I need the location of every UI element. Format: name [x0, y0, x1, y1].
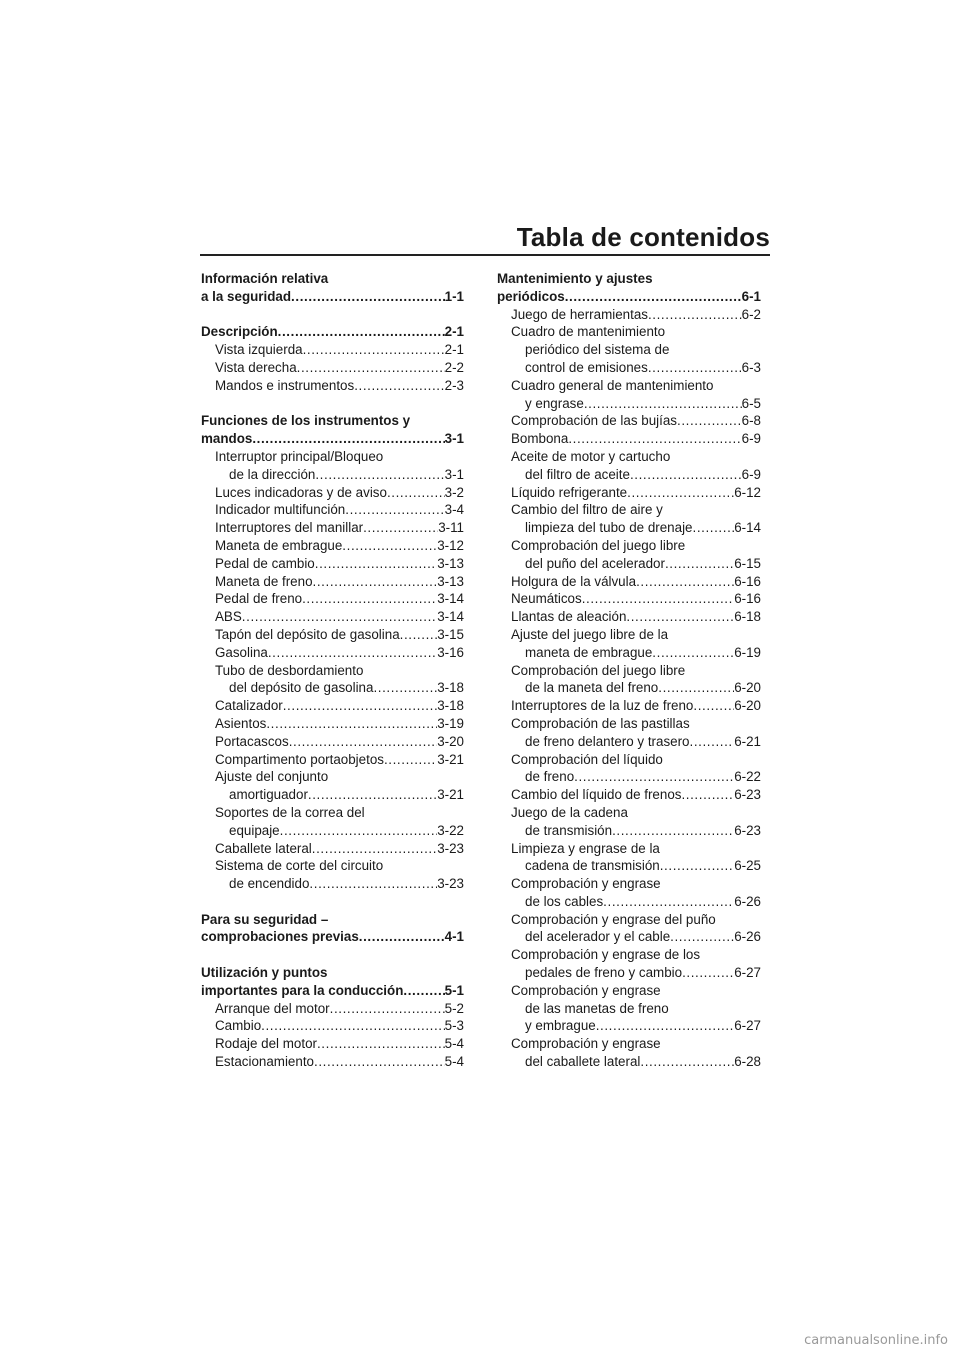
- toc-page-number: 3-18: [437, 680, 464, 696]
- toc-page-number: 6-18: [734, 609, 761, 625]
- toc-entry[interactable]: [497, 786, 761, 804]
- toc-entry: [497, 875, 761, 893]
- toc-entry-title: Asientos: [215, 715, 267, 731]
- toc-entry-title: Tapón del depósito de gasolina: [215, 626, 400, 642]
- toc-entry-title: Llantas de aleación: [511, 609, 627, 625]
- dot-leader: [345, 501, 444, 519]
- toc-entry: [201, 857, 464, 875]
- toc-entry[interactable]: [201, 484, 464, 502]
- toc-entry-title: Maneta de embrague: [215, 537, 343, 553]
- toc-page-number: 6-3: [741, 359, 761, 375]
- toc-entry-title: Comprobación del juego libre: [511, 537, 686, 553]
- toc-entry: [497, 911, 761, 929]
- toc-spacer: [201, 893, 464, 911]
- toc-entry[interactable]: [201, 715, 464, 733]
- toc-entry-title: Mandos e instrumentos: [215, 377, 355, 393]
- toc-entry[interactable]: [201, 697, 464, 715]
- toc-entry-title: Limpieza y engrase de la: [511, 840, 660, 856]
- dot-leader: [317, 1035, 445, 1053]
- dot-leader: [291, 288, 445, 306]
- toc-entry-title: Aceite de motor y cartucho: [511, 448, 671, 464]
- toc-entry[interactable]: [497, 573, 761, 591]
- toc-page-number: 3-23: [437, 840, 464, 856]
- toc-entry-title: Comprobación y engrase del puño: [511, 911, 716, 927]
- toc-entry-title: Vista izquierda: [215, 342, 303, 358]
- dot-leader: [670, 928, 734, 946]
- toc-page-number: 3-1: [444, 466, 464, 482]
- watermark: carmanualsonline.info: [804, 1333, 948, 1348]
- toc-spacer: [201, 306, 464, 324]
- toc-entry-title: Rodaje del motor: [215, 1036, 317, 1052]
- toc-entry: [497, 537, 761, 555]
- toc-entry-title: Neumáticos: [511, 591, 582, 607]
- toc-entry-title: Soportes de la correa del: [215, 804, 365, 820]
- toc-page-number: 6-22: [734, 769, 761, 785]
- dot-leader: [308, 786, 437, 804]
- toc-entry[interactable]: [201, 573, 464, 591]
- toc-entry[interactable]: [201, 537, 464, 555]
- toc-page-number: 3-23: [437, 876, 464, 892]
- dot-leader: [584, 395, 742, 413]
- toc-entry-title: Interruptores del manillar: [215, 520, 364, 536]
- toc-section-entry: [497, 270, 761, 288]
- dot-leader: [677, 412, 742, 430]
- toc-entry-title: ABS: [215, 609, 242, 625]
- toc-page-number: 3-21: [437, 787, 464, 803]
- toc-column-right: [497, 270, 761, 1071]
- toc-page-number: 6-28: [734, 1054, 761, 1070]
- dot-leader: [384, 751, 437, 769]
- dot-leader: [693, 697, 734, 715]
- toc-entry[interactable]: [497, 679, 761, 697]
- dot-leader: [289, 733, 438, 751]
- toc-entry: [497, 501, 761, 519]
- dot-leader: [303, 341, 445, 359]
- dot-leader: [582, 590, 734, 608]
- toc-entry-title: importantes para la conducción: [201, 982, 404, 998]
- toc-entry: [497, 946, 761, 964]
- toc-entry: [497, 804, 761, 822]
- toc-entry[interactable]: [201, 555, 464, 573]
- toc-entry-title: cadena de transmisión: [525, 858, 660, 874]
- dot-leader: [630, 466, 742, 484]
- toc-entry-title: Vista derecha: [215, 359, 297, 375]
- dot-leader: [652, 644, 734, 662]
- toc-entry: [497, 751, 761, 769]
- toc-entry[interactable]: [497, 697, 761, 715]
- dot-leader: [596, 1017, 734, 1035]
- toc-section-entry[interactable]: [201, 928, 464, 946]
- toc-page-number: 3-22: [437, 822, 464, 838]
- toc-entry[interactable]: [497, 395, 761, 413]
- toc-page-number: 6-20: [734, 698, 761, 714]
- toc-entry-title: limpieza del tubo de drenaje: [525, 520, 693, 536]
- toc-entry-title: amortiguador: [229, 787, 308, 803]
- toc-entry: [201, 804, 464, 822]
- toc-page-number: 3-18: [437, 698, 464, 714]
- toc-entry[interactable]: [201, 1035, 464, 1053]
- toc-page-number: 6-5: [741, 395, 761, 411]
- toc-entry-title: comprobaciones previas: [201, 929, 359, 945]
- toc-entry-title: Maneta de freno: [215, 573, 313, 589]
- toc-entry-title: de freno: [525, 769, 575, 785]
- toc-page-number: 6-14: [734, 520, 761, 536]
- toc-entry-title: mandos: [201, 431, 253, 447]
- toc-entry-title: periódicos: [497, 288, 565, 304]
- toc-page-number: 3-14: [437, 591, 464, 607]
- toc-entry-title: Ajuste del juego libre de la: [511, 626, 669, 642]
- dot-leader: [313, 573, 438, 591]
- toc-entry: [497, 715, 761, 733]
- dot-leader: [252, 430, 444, 448]
- toc-page-number: 6-2: [741, 306, 761, 322]
- toc-page-number: 6-25: [734, 858, 761, 874]
- toc-entry[interactable]: [201, 875, 464, 893]
- toc-entry[interactable]: [497, 430, 761, 448]
- toc-page-number: 6-26: [734, 893, 761, 909]
- toc-page-number: 6-15: [734, 555, 761, 571]
- toc-section-entry: [201, 412, 464, 430]
- toc-entry-title: del acelerador y el cable: [525, 929, 671, 945]
- toc-entry-title: Caballete lateral: [215, 840, 312, 856]
- dot-leader: [690, 733, 735, 751]
- toc-page-number: 6-9: [741, 466, 761, 482]
- toc-page-number: 4-1: [444, 929, 464, 945]
- toc-page-number: 3-19: [437, 715, 464, 731]
- toc-page-number: 3-13: [437, 555, 464, 571]
- toc-entry-title: de los cables: [525, 893, 604, 909]
- toc-page-number: 3-21: [437, 751, 464, 767]
- toc-page-number: 6-21: [734, 733, 761, 749]
- toc-page-number: 6-16: [734, 591, 761, 607]
- toc-entry-title: de las manetas de freno: [525, 1000, 669, 1016]
- toc-page-number: 3-14: [437, 609, 464, 625]
- toc-entry-title: Comprobación y engrase: [511, 982, 661, 998]
- toc-page-number: 2-3: [444, 377, 464, 393]
- toc-page-number: 6-16: [734, 573, 761, 589]
- toc-entry-title: y engrase: [525, 395, 584, 411]
- dot-leader: [665, 555, 734, 573]
- toc-page-number: 6-27: [734, 965, 761, 981]
- toc-entry[interactable]: [201, 679, 464, 697]
- toc-entry-title: Interruptor principal/Bloqueo: [215, 448, 384, 464]
- toc-entry[interactable]: [497, 928, 761, 946]
- toc-page-number: 6-1: [741, 288, 761, 304]
- toc-entry-title: Comprobación y engrase de los: [511, 947, 701, 963]
- toc-entry[interactable]: [497, 608, 761, 626]
- dot-leader: [636, 573, 734, 591]
- toc-entry-title: de la dirección: [229, 466, 316, 482]
- toc-spacer: [201, 946, 464, 964]
- dot-leader: [312, 840, 437, 858]
- toc-page-number: 6-26: [734, 929, 761, 945]
- toc-entry-title: de la maneta del freno: [525, 680, 659, 696]
- dot-leader: [640, 1053, 734, 1071]
- toc-entry[interactable]: [497, 822, 761, 840]
- toc-page-number: 1-1: [444, 288, 464, 304]
- toc-entry-title: del depósito de gasolina: [229, 680, 374, 696]
- toc-page-number: 3-12: [437, 537, 464, 553]
- toc-entry: [497, 1000, 761, 1018]
- toc-entry-title: Comprobación del líquido: [511, 751, 663, 767]
- dot-leader: [648, 306, 742, 324]
- toc-entry: [497, 982, 761, 1000]
- toc-entry-title: maneta de embrague: [525, 644, 653, 660]
- toc-entry-title: pedales de freno y cambio: [525, 965, 683, 981]
- toc-entry-title: de encendido: [229, 876, 310, 892]
- toc-entry[interactable]: [201, 822, 464, 840]
- toc-section-entry: [201, 270, 464, 288]
- dot-leader: [693, 519, 735, 537]
- toc-section-entry[interactable]: [201, 323, 464, 341]
- toc-entry-title: Comprobación del juego libre: [511, 662, 686, 678]
- toc-page-number: 5-4: [444, 1036, 464, 1052]
- toc-entry-title: Comprobación y engrase: [511, 876, 661, 892]
- toc-entry: [497, 341, 761, 359]
- toc-entry-title: Portacascos: [215, 733, 289, 749]
- dot-leader: [627, 484, 734, 502]
- dot-leader: [283, 697, 437, 715]
- toc-entry-title: Comprobación de las bujías: [511, 413, 677, 429]
- toc-entry-title: Pedal de freno: [215, 591, 303, 607]
- toc-entry-title: Comprobación y engrase: [511, 1036, 661, 1052]
- toc-entry: [497, 323, 761, 341]
- toc-entry[interactable]: [201, 840, 464, 858]
- toc-entry[interactable]: [497, 519, 761, 537]
- dot-leader: [266, 715, 437, 733]
- toc-entry[interactable]: [201, 644, 464, 662]
- toc-entry-title: Luces indicadoras y de aviso: [215, 484, 387, 500]
- title-rule: [200, 254, 770, 256]
- toc-entry[interactable]: [201, 1017, 464, 1035]
- toc-entry[interactable]: [497, 857, 761, 875]
- toc-entry[interactable]: [201, 1000, 464, 1018]
- toc-entry-title: Tubo de desbordamiento: [215, 662, 364, 678]
- toc-section-entry[interactable]: [201, 430, 464, 448]
- toc-entry[interactable]: [497, 1017, 761, 1035]
- dot-leader: [403, 982, 444, 1000]
- toc-entry[interactable]: [497, 484, 761, 502]
- toc-entry-title: a la seguridad: [201, 288, 292, 304]
- toc-entry-title: Gasolina: [215, 644, 268, 660]
- toc-entry-title: de transmisión: [525, 822, 613, 838]
- toc-entry-title: Cuadro general de mantenimiento: [511, 377, 714, 393]
- toc-spacer: [201, 395, 464, 413]
- toc-entry: [201, 448, 464, 466]
- toc-entry-title: Catalizador: [215, 698, 283, 714]
- toc-entry-title: Sistema de corte del circuito: [215, 858, 384, 874]
- dot-leader: [330, 1000, 445, 1018]
- toc-page-number: 6-9: [741, 431, 761, 447]
- toc-entry[interactable]: [201, 359, 464, 377]
- toc-entry-title: Interruptores de la luz de freno: [511, 698, 694, 714]
- dot-leader: [278, 323, 445, 341]
- toc-page-number: 3-13: [437, 573, 464, 589]
- dot-leader: [315, 555, 437, 573]
- toc-entry-title: y embrague: [525, 1018, 596, 1034]
- toc-entry-title: Juego de la cadena: [511, 804, 628, 820]
- toc-entry-title: Pedal de cambio: [215, 555, 315, 571]
- toc-entry[interactable]: [497, 733, 761, 751]
- toc-entry-title: Holgura de la válvula: [511, 573, 637, 589]
- toc-entry-title: Mantenimiento y ajustes: [497, 271, 653, 286]
- toc-entry: [497, 1035, 761, 1053]
- dot-leader: [568, 430, 741, 448]
- toc-entry[interactable]: [497, 412, 761, 430]
- toc-page-number: 6-19: [734, 644, 761, 660]
- toc-entry[interactable]: [201, 519, 464, 537]
- dot-leader: [359, 928, 445, 946]
- toc-page-number: 3-15: [437, 626, 464, 642]
- toc-entry-title: Comprobación de las pastillas: [511, 715, 690, 731]
- toc-column-left: [201, 270, 464, 1071]
- toc-page-number: 5-2: [444, 1000, 464, 1016]
- dot-leader: [612, 822, 734, 840]
- toc-entry[interactable]: [497, 893, 761, 911]
- toc-page-number: 6-12: [734, 484, 761, 500]
- toc-page-number: 3-20: [437, 733, 464, 749]
- dot-leader: [387, 484, 445, 502]
- toc-entry-title: Juego de herramientas: [511, 306, 648, 322]
- toc-entry-title: Indicador multifunción: [215, 502, 346, 518]
- dot-leader: [297, 359, 445, 377]
- toc-page-number: 3-2: [444, 484, 464, 500]
- toc-entry-title: Información relativa: [201, 271, 329, 286]
- toc-entry-title: Cambio: [215, 1018, 262, 1034]
- toc-page-number: 6-20: [734, 680, 761, 696]
- toc-page-number: 3-16: [437, 644, 464, 660]
- toc-entry-title: Compartimento portaobjetos: [215, 751, 384, 767]
- toc-entry-title: del puño del acelerador: [525, 555, 665, 571]
- toc-entry: [497, 377, 761, 395]
- toc-entry[interactable]: [201, 341, 464, 359]
- dot-leader: [373, 679, 437, 697]
- toc-page-number: 5-4: [444, 1054, 464, 1070]
- toc-section-entry[interactable]: [497, 288, 761, 306]
- toc-entry[interactable]: [201, 501, 464, 519]
- dot-leader: [603, 893, 734, 911]
- toc-entry-title: Bombona: [511, 431, 569, 447]
- toc-entry[interactable]: [201, 1053, 464, 1071]
- toc-page-number: 3-1: [444, 431, 464, 447]
- toc-entry[interactable]: [497, 590, 761, 608]
- toc-entry[interactable]: [201, 466, 464, 484]
- toc-entry[interactable]: [497, 644, 761, 662]
- toc-entry[interactable]: [201, 786, 464, 804]
- dot-leader: [268, 644, 437, 662]
- dot-leader: [658, 679, 734, 697]
- toc-entry[interactable]: [201, 733, 464, 751]
- dot-leader: [280, 822, 438, 840]
- toc-entry[interactable]: [201, 377, 464, 395]
- dot-leader: [242, 608, 437, 626]
- toc-entry-title: Arranque del motor: [215, 1000, 330, 1016]
- toc-entry[interactable]: [497, 466, 761, 484]
- toc-entry[interactable]: [497, 359, 761, 377]
- toc-entry-title: Cambio del filtro de aire y: [511, 502, 663, 518]
- toc-section-entry: [201, 964, 464, 982]
- toc-entry-title: Para su seguridad –: [201, 911, 329, 927]
- dot-leader: [302, 590, 437, 608]
- dot-leader: [342, 537, 437, 555]
- toc-entry-title: periódico del sistema de: [525, 342, 670, 358]
- dot-leader: [309, 875, 437, 893]
- toc-section-entry[interactable]: [201, 288, 464, 306]
- toc-entry[interactable]: [201, 608, 464, 626]
- dot-leader: [315, 466, 444, 484]
- toc-entry-title: Utilización y puntos: [201, 965, 328, 981]
- toc-entry: [497, 662, 761, 680]
- toc-entry[interactable]: [201, 590, 464, 608]
- toc-page-number: 2-1: [444, 342, 464, 358]
- toc-entry[interactable]: [201, 626, 464, 644]
- toc-page-number: 6-27: [734, 1018, 761, 1034]
- toc-entry-title: de freno delantero y trasero: [525, 733, 690, 749]
- dot-leader: [354, 377, 444, 395]
- toc-entry[interactable]: [497, 1053, 761, 1071]
- toc-entry-title: del caballete lateral: [525, 1054, 641, 1070]
- toc-page-number: 6-8: [741, 413, 761, 429]
- toc-entry[interactable]: [497, 964, 761, 982]
- toc-entry-title: Funciones de los instrumentos y: [201, 413, 411, 429]
- toc-entry-title: Líquido refrigerante: [511, 484, 628, 500]
- toc-entry: [201, 662, 464, 680]
- toc-entry-title: Cambio del líquido de frenos: [511, 787, 682, 803]
- toc-section-entry: [201, 911, 464, 929]
- toc-entry-title: del filtro de aceite: [525, 466, 630, 482]
- toc-page-number: 3-4: [444, 502, 464, 518]
- toc-entry-title: Cuadro de mantenimiento: [511, 324, 666, 340]
- toc-page-number: 2-2: [444, 359, 464, 375]
- dot-leader: [648, 359, 742, 377]
- toc-section-entry[interactable]: [201, 982, 464, 1000]
- dot-leader: [565, 288, 742, 306]
- toc-entry-title: Descripción: [201, 324, 278, 340]
- dot-leader: [400, 626, 438, 644]
- toc-entry: [497, 448, 761, 466]
- toc-entry: [497, 840, 761, 858]
- dot-leader: [363, 519, 438, 537]
- toc-page-number: 6-23: [734, 822, 761, 838]
- toc-entry-title: Ajuste del conjunto: [215, 769, 329, 785]
- toc-entry-title: Estacionamiento: [215, 1054, 314, 1070]
- toc-entry[interactable]: [201, 751, 464, 769]
- toc-page-number: 5-3: [444, 1018, 464, 1034]
- toc-page-number: 6-23: [734, 787, 761, 803]
- dot-leader: [314, 1053, 445, 1071]
- dot-leader: [626, 608, 734, 626]
- toc-entry: [201, 768, 464, 786]
- toc-entry[interactable]: [497, 306, 761, 324]
- toc-entry: [497, 626, 761, 644]
- toc-entry[interactable]: [497, 768, 761, 786]
- dot-leader: [681, 786, 734, 804]
- toc-page-number: 3-11: [438, 520, 464, 536]
- toc-entry[interactable]: [497, 555, 761, 573]
- dot-leader: [660, 857, 734, 875]
- toc-page-number: 2-1: [444, 324, 464, 340]
- dot-leader: [261, 1017, 444, 1035]
- page-title: Tabla de contenidos: [516, 222, 770, 252]
- dot-leader: [574, 768, 734, 786]
- toc-entry-title: equipaje: [229, 822, 280, 838]
- toc-entry-title: control de emisiones: [525, 359, 648, 375]
- dot-leader: [682, 964, 734, 982]
- toc-page-number: 5-1: [444, 982, 464, 998]
